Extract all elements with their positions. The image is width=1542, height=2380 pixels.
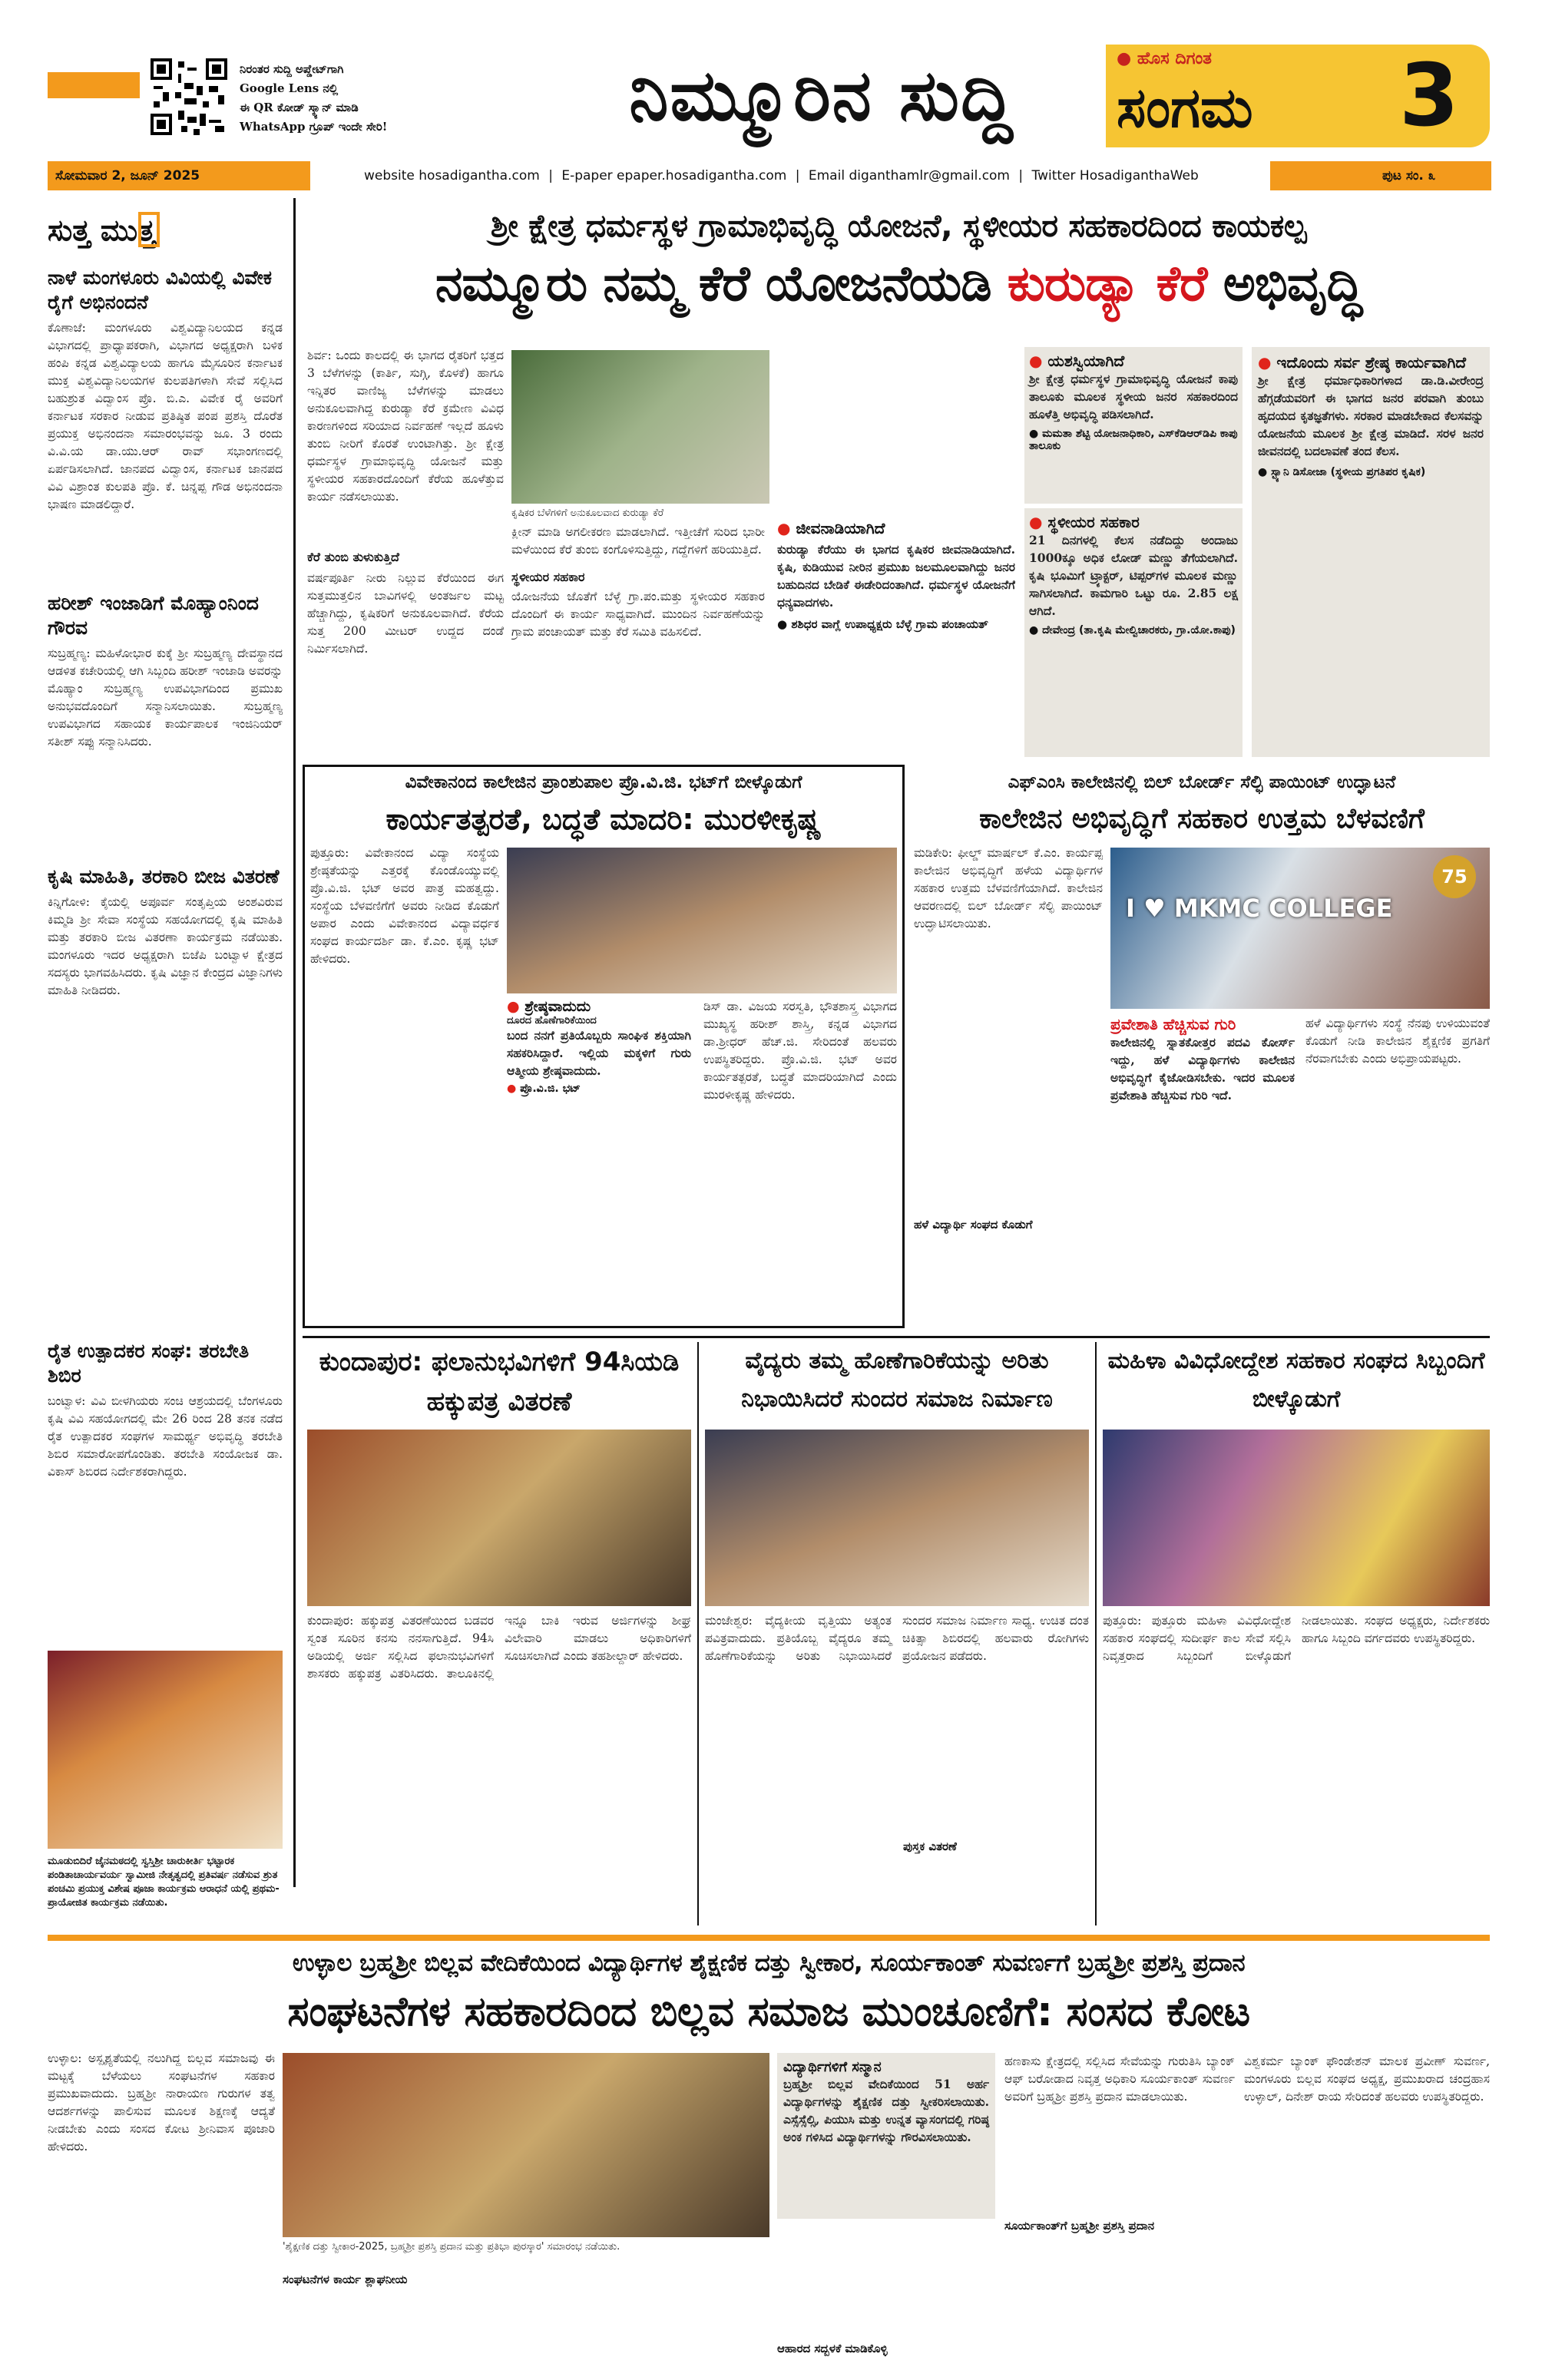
bullet-icon: ● — [1029, 428, 1039, 440]
quote-drop-icon: ● — [1029, 513, 1043, 531]
row3-s2-photo — [705, 1430, 1089, 1606]
brand-small-text: ಹೊಸ ದಿಗಂತ — [1137, 49, 1212, 68]
sidebar-item — [48, 1339, 283, 1654]
date-label: ಸೋಮವಾರ 2, ಜೂನ್ 2025 — [55, 168, 200, 183]
row3-s1-headline: ಕುಂದಾಪುರ: ಫಲಾನುಭವಿಗಳಿಗೆ 94ಸಿಯಡಿ ಹಕ್ಕುಪತ್ರ ವಿತರಣೆ — [319, 1347, 680, 1417]
row3-s2-subhead: ಪುಸ್ತಕ ವಿತರಣೆ — [903, 1840, 957, 1853]
sidebar-item — [48, 266, 283, 626]
story3-subhead: ಹಳೆ ವಿದ್ಯಾರ್ಥಿ ಸಂಘದ ಕೊಡುಗೆ — [914, 1218, 1033, 1231]
masthead-title: ನಿಮ್ಮೂರಿನ ಸುದ್ದಿ — [629, 55, 1014, 137]
sidebar-headline: ರೈತ ಉತ್ಪಾದಕರ ಸಂಘ: ತರಬೇತಿ ಶಿಬಿರ — [48, 1340, 250, 1387]
anniversary-badge: 75 — [1433, 855, 1476, 898]
bottom-subhead-2: ಸೂರ್ಯಕಾಂತ್‌ಗೆ ಬ್ರಹ್ಮಶ್ರೀ ಪ್ರಶಸ್ತಿ ಪ್ರದಾನ — [1004, 2219, 1155, 2233]
bottom-rule — [48, 1935, 1490, 1941]
story3-kicker: ಎಫ್‌ಎಂಸಿ ಕಾಲೇಜಿನಲ್ಲಿ ಬಿಲ್‌ ಬೋರ್ಡ್‌ ಸೆಲ್ಫಿ ಪಾಯಿಂಟ್‌ ಉದ್ಘಾಟನೆ — [1008, 772, 1396, 792]
lead-box4 — [1252, 347, 1490, 757]
sidebar-logo-text: ಸುತ್ತ ಮುತ್ತ — [48, 213, 156, 247]
sidebar-body: ಕೊಣಾಜೆ: ಮಂಗಳೂರು ವಿಶ್ವವಿದ್ಯಾನಿಲಯದ ಕನ್ನಡ ವಿಭಾಗದಲ್ಲಿ ಪ್ರಾಧ್ಯಾಪಕರಾಗಿ, ವಿಭಾಗದ ಅಧ್ಯಕ್ಷರಾಗಿ ಬಳಿಕ ಹಂಪಿ ಕನ್ನಡ ವಿಶ್ವವಿದ್ಯಾಲಯ ಹಾಗೂ ಮೈಸೂರಿನ ಕರ್ನಾಟಕ ಮುಕ್ತ ವಿಶ್ವವಿದ್ಯಾನಿಲಯಗಳ ಕುಲಪತಿಗಳಾಗಿ ಸೇವೆ ಸಲ್ಲಿಸಿದ ಬಹುಶ್ರುತ ವಿದ್ವಾಂಸ ಪ್ರೊ. ಬಿ.ಎ. ವಿವೇಕ ರೈ ಅವರಿಗೆ ಕರ್ನಾಟಕ ಸರಕಾರ ನೀಡುವ ಪ್ರತಿಷ್ಠಿತ ಪಂಪ ಪ್ರಶಸ್ತಿ ದೊರೆತ ಪ್ರಯುಕ್ತ ಅಭಿನಂದನಾ ಸಮಾರಂಭವನ್ನು ಜೂ. 3 ರಂದು ವಿ.ವಿ.ಯ ಡಾ.ಯು.ಆರ್ ರಾವ್ ಸಭಾಂಗಣದಲ್ಲಿ ಏರ್ಪಡಿಸಲಾಗಿದೆ. ಜಾನಪದ ವಿದ್ವಾಂಸ, ಕರ್ನಾಟಕ ಜಾನಪದ ವಿವಿ ವಿಶ್ರಾಂತ ಕುಲಪತಿ ಪ್ರೊ. ಕೆ. ಚಿನ್ನಪ್ಪ ಗೌಡ ಅಭಿನಂದನಾ ಭಾಷಣ ಮಾಡಲಿದ್ದಾರೆ. — [48, 321, 283, 511]
story2-quote-body: ಬಂದ ನನಗೆ ಪ್ರತಿಯೊಬ್ಬರು ಸಾಂಘಿಕ ಶಕ್ತಿಯಾಗಿ ಸಹಕರಿಸಿದ್ದಾರೆ. ಇಲ್ಲಿಯ ಮಕ್ಕಳಿಗೆ ಗುರು ಆತ್ಮೀಯ ಶ್ರೇಷ್ಠವಾದುದು. — [507, 1028, 691, 1078]
lead-box4-body: ಶ್ರೀ ಕ್ಷೇತ್ರ ಧರ್ಮಾಧಿಕಾರಿಗಳಾದ ಡಾ.ಡಿ.ವೀರೇಂದ್ರ ಹೆಗ್ಗಡೆಯವರಿಗೆ ಈ ಭಾಗದ ಜನರ ಪರವಾಗಿ ತುಂಬು ಹೃದಯದ ಕೃತಜ್ಞತೆಗಳು. ಸರಕಾರ ಮಾಡಬೇಕಾದ ಕೆಲಸವನ್ನು ಯೋಜನೆಯ ಮೂಲಕ ಶ್ರೀ ಕ್ಷೇತ್ರ ಮಾಡಿದೆ. ಸರಳ ಜನರ ಜೀವನದಲ್ಲಿ ಬದಲಾವಣೆ ತಂದ ಕೆಲಸ. — [1258, 373, 1484, 458]
qr-note-line4: WhatsApp ಗ್ರೂಪ್ ಇಂದೇ ಸೇರಿ! — [240, 120, 388, 134]
bottom-box-body: ಬ್ರಹ್ಮಶ್ರೀ ಬಿಲ್ಲವ ವೇದಿಕೆಯಿಂದ 51 ಅರ್ಹ ವಿದ್ಯಾರ್ಥಿಗಳನ್ನು ಶೈಕ್ಷಣಿಕ ದತ್ತು ಸ್ವೀಕರಿಸಲಾಯಿತು. ಎಸ್ಸೆಸ್ಸೆಲ್ಸಿ, ಪಿಯುಸಿ ಮತ್ತು ಉನ್ನತ ವ್ಯಾಸಂಗದಲ್ಲಿ ಗರಿಷ್ಠ ಅಂಕ ಗಳಿಸಿದ ವಿದ್ಯಾರ್ಥಿಗಳನ್ನು ಗೌರವಿಸಲಾಯಿತು. — [783, 2077, 989, 2144]
lead-box3-body: 21 ದಿನಗಳಲ್ಲಿ ಕೆಲಸ ನಡೆದಿದ್ದು ಅಂದಾಜು 1000ಕ್ಕೂ ಅಧಿಕ ಲೋಡ್ ಮಣ್ಣು ತೆಗೆಯಲಾಗಿದೆ. ಕೃಷಿ ಭೂಮಿಗೆ ಟ್ರ್ಯಾಕ್ಟರ್, ಟಿಪ್ಪರ್‌ಗಳ ಮೂಲಕ ಮಣ್ಣು ಸಾಗಿಸಲಾಗಿದೆ. ಕಾಮಗಾರಿ ಒಟ್ಟು ರೂ. 2.85 ಲಕ್ಷ ಆಗಿದೆ. — [1029, 533, 1238, 618]
row3-divider — [1095, 1342, 1097, 1925]
header-orange-bar — [48, 72, 140, 98]
lead-box4-title — [1258, 353, 1484, 372]
quote-drop-icon: ● — [1258, 353, 1272, 372]
sidebar-body: ಕಿನ್ನಿಗೋಳಿ: ಕೈಯಲ್ಲಿ ಅಪೂರ್ವ ಸಂತೃಪ್ತಿಯ ಅಂಶವಿರುವ ಕಿಮ್ಮಡಿ ಶ್ರೀ ಸೇವಾ ಸಂಸ್ಥೆಯ ಸಹಯೋಗದಲ್ಲಿ ಕೃಷಿ ಮಾಹಿತಿ ಮತ್ತು ತರಕಾರಿ ಬೀಜ ವಿತರಣಾ ಕಾರ್ಯಕ್ರಮ ನಡೆಯಿತು. ಮಂಗಳೂರು ಇದರ ಅಧ್ಯಕ್ಷರಾಗಿ ಬಿಜೆಪಿ ಬಂಟ್ವಾಳ ಕ್ಷೇತ್ರದ ಸದಸ್ಯರು ಭಾಗವಹಿಸಿದರು. ಕೃಷಿ ವಿಜ್ಞಾನ ಕೇಂದ್ರದ ವಿಜ್ಞಾನಿಗಳು ಮಾಹಿತಿ ನೀಡಿದರು. — [48, 895, 283, 997]
bottom-kicker: ಉಳ್ಳಾಲ ಬ್ರಹ್ಮಶ್ರೀ ಬಿಲ್ಲವ ವೇದಿಕೆಯಿಂದ ವಿದ್ಯಾರ್ಥಿಗಳ ಶೈಕ್ಷಣಿಕ ದತ್ತು ಸ್ವೀಕಾರ, ಸೂರ್ಯಕಾಂತ್ ಸುವರ್ಣಗೆ ಬ್ರಹ್ಮಶ್ರೀ ಪ್ರಶಸ್ತಿ ಪ್ರದಾನ — [292, 1949, 1246, 1977]
lead-box1-title-text: ಜೀವನಾಡಿಯಾಗಿದೆ — [796, 519, 885, 537]
lead-subhead: ಕೆರೆ ತುಂಬಿ ತುಳುಕುತ್ತಿದೆ — [307, 550, 399, 564]
story2-quote-title-text: ಶ್ರೇಷ್ಠವಾದುದು — [524, 998, 591, 1015]
quote-drop-icon: ● — [1029, 352, 1043, 370]
door-icon — [138, 212, 160, 247]
lead-body-1: ಶಿರ್ವ: ಒಂದು ಕಾಲದಲ್ಲಿ ಈ ಭಾಗದ ರೈತರಿಗೆ ಭತ್ತದ 3 ಬೆಳೆಗಳನ್ನು (ಕಾರ್ತಿ, ಸುಗ್ಗಿ, ಕೊಳಕೆ) ಹಾಗೂ ಇನ್ನಿತರ ವಾಣಿಜ್ಯ ಬೆಳೆಗಳನ್ನು ಮಾಡಲು ಅನುಕೂಲವಾಗಿದ್ದ ಕುರುಡ್ಯಾ ಕೆರೆ ಕ್ರಮೇಣ ವಿವಿಧ ಕಾರಣಗಳಿಂದ ಸರಿಯಾದ ನಿರ್ವಹಣೆ ಇಲ್ಲದೆ ಹೂಳು ತುಂಬಿ ನೀರಿಗೆ ಕೊರತೆ ಉಂಟಾಗಿತ್ತು. ಶ್ರೀ ಕ್ಷೇತ್ರ ಧರ್ಮಸ್ಥಳ ಗ್ರಾಮಾಭಿವೃದ್ಧಿ ಯೋಜನೆ ಮತ್ತು ಸ್ಥಳೀಯರ ಸಹಕಾರದೊಂದಿಗೆ ಕೆರೆಯ ಹೂಳೆತ್ತುವ ಕಾರ್ಯ ನಡೆಸಲಾಯಿತು. — [307, 349, 504, 504]
row3-rule — [303, 1336, 1490, 1338]
website-link[interactable]: website hosadigantha.com — [364, 168, 540, 183]
story2-photo — [507, 848, 897, 993]
lead-box3 — [1024, 508, 1243, 757]
bottom-photo-caption: 'ಶೈಕ್ಷಣಿಕ ದತ್ತು ಸ್ವೀಕಾರ-2025, ಬ್ರಹ್ಮಶ್ರೀ ಪ್ರಶಸ್ತಿ ಪ್ರದಾನ ಮತ್ತು ಪ್ರತಿಭಾ ಪುರಸ್ಕಾರ' ಸಮಾರಂಭ ನಡೆಯಿತು. — [283, 2241, 620, 2253]
sidebar-item — [48, 864, 283, 1297]
story3-pull-title: ಪ್ರವೇಶಾತಿ ಹೆಚ್ಚಿಸುವ ಗುರಿ — [1110, 1015, 1236, 1033]
row3-s1-photo — [307, 1430, 691, 1606]
row3-s1-body: ಕುಂದಾಪುರ: ಹಕ್ಕುಪತ್ರ ವಿತರಣೆಯಿಂದ ಬಡವರ ಸ್ವಂತ ಸೂರಿನ ಕನಸು ನನಸಾಗುತ್ತಿದೆ. 94ಸಿ ಅಡಿಯಲ್ಲಿ ಅರ್ಜಿ ಸಲ್ಲಿಸಿದ ಫಲಾನುಭವಿಗಳಿಗೆ ಶಾಸಕರು ಹಕ್ಕುಪತ್ರ ವಿತರಿಸಿದರು. ತಾಲೂಕಿನಲ್ಲಿ ಇನ್ನೂ ಬಾಕಿ ಇರುವ ಅರ್ಜಿಗಳನ್ನು ಶೀಘ್ರ ವಿಲೇವಾರಿ ಮಾಡಲು ಅಧಿಕಾರಿಗಳಿಗೆ ಸೂಚಿಸಲಾಗಿದೆ ಎಂದು ತಹಶೀಲ್ದಾರ್ ಹೇಳಿದರು. — [307, 1614, 691, 1681]
sidebar-body: ಬಂಟ್ವಾಳ: ವಿವಿ ಬೀಳಗಿಯರು ಸಂಚಿ ಆಶ್ರಯದಲ್ಲಿ ಬೆಂಗಳೂರು ಕೃಷಿ ವಿವಿ ಸಹಯೋಗದಲ್ಲಿ ಮೇ 26 ರಿಂದ 28 ತನಕ ನಡೆದ ರೈತ ಉತ್ಪಾದಕರ ಸಂಘಗಳ ಸಾಮರ್ಥ್ಯ ಅಭಿವೃದ್ಧಿ ತರಬೇತಿ ಶಿಬಿರ ಸಮಾರೋಪಗೊಂಡಿತು. ತರಬೇತಿ ಸಂಯೋಜಕ ಡಾ. ವಿಕಾಸ್ ಶಿಬಿರದ ನಿರ್ದೇಶಕರಾಗಿದ್ದರು. — [48, 1394, 283, 1479]
qr-note-line1: ನಿರಂತರ ಸುದ್ದಿ ಅಪ್ಡೇಟ್‌ಗಾಗಿ — [240, 62, 344, 76]
edition-label: ಪುಟ ಸಂ. ೩ — [1382, 168, 1436, 183]
row3-s3-headline: ಮಹಿಳಾ ವಿವಿಧೋದ್ದೇಶ ಸಹಕಾರ ಸಂಘದ ಸಿಬ್ಬಂದಿಗೆ ಬೀಳ್ಕೊಡುಗೆ — [1107, 1347, 1485, 1413]
sidebar-headline: ಹರೀಶ್ ಇಂಜಾಡಿಗೆ ಮೊಹ್ಯಾಂನಿಂದ ಗೌರವ — [48, 592, 259, 639]
sidebar-headline: ನಾಳೆ ಮಂಗಳೂರು ವಿವಿಯಲ್ಲಿ ವಿವೇಕ ರೈಗೆ ಅಭಿನಂದನೆ — [48, 266, 273, 313]
bottom-body-2: ಹಣಕಾಸು ಕ್ಷೇತ್ರದಲ್ಲಿ ಸಲ್ಲಿಸಿದ ಸೇವೆಯನ್ನು ಗುರುತಿಸಿ ಬ್ಯಾಂಕ್ ಆಫ್ ಬರೋಡಾದ ನಿವೃತ್ತ ಅಧಿಕಾರಿ ಸೂರ್ಯಕಾಂತ್ ಸುವರ್ಣ ಅವರಿಗೆ ಬ್ರಹ್ಮಶ್ರೀ ಪ್ರಶಸ್ತಿ ಪ್ರದಾನ ಮಾಡಲಾಯಿತು. — [1004, 2054, 1235, 2104]
qr-code-icon — [151, 58, 227, 135]
row3-s3-body: ಪುತ್ತೂರು: ಪುತ್ತೂರು ಮಹಿಳಾ ವಿವಿಧೋದ್ದೇಶ ಸಹಕಾರ ಸಂಘದಲ್ಲಿ ಸುದೀರ್ಘ ಕಾಲ ಸೇವೆ ಸಲ್ಲಿಸಿ ನಿವೃತ್ತರಾದ ಸಿಬ್ಬಂದಿಗೆ ಬೀಳ್ಕೊಡುಗೆ ನೀಡಲಾಯಿತು. ಸಂಘದ ಅಧ್ಯಕ್ಷರು, ನಿರ್ದೇಶಕರು ಹಾಗೂ ಸಿಬ್ಬಂದಿ ವರ್ಗದವರು ಉಪಸ್ಥಿತರಿದ್ದರು. — [1103, 1614, 1490, 1663]
lead-box2-body: ಶ್ರೀ ಕ್ಷೇತ್ರ ಧರ್ಮಸ್ಥಳ ಗ್ರಾಮಾಭಿವೃದ್ಧಿ ಯೋಜನೆ ಕಾಪು ತಾಲೂಕು ಮೂಲಕ ಸ್ಥಳೀಯ ಜನರ ಸಹಕಾರದಿಂದ ಹೂಳೆತ್ತಿ ಅಭಿವೃದ್ಧಿ ಪಡಿಸಲಾಗಿದೆ. — [1029, 372, 1238, 421]
lead-headline-part2: ಅಭಿವೃದ್ಧಿ — [1206, 256, 1362, 312]
lead-box1-body: ಕುರುಡ್ಯಾ ಕೆರೆಯು ಈ ಭಾಗದ ಕೃಷಿಕರ ಜೀವನಾಡಿಯಾಗಿದೆ. ಕೃಷಿ, ಕುಡಿಯುವ ನೀರಿನ ಪ್ರಮುಖ ಜಲಮೂಲವಾಗಿದ್ದು ಜನರ ಬಹುದಿನದ ಬೇಡಿಕೆ ಈಡೇರಿದಂತಾಗಿದೆ. ಧರ್ಮಸ್ಥಳ ಯೋಜನೆಗೆ ಧನ್ಯವಾದಗಳು. — [777, 542, 1015, 610]
bullet-icon: ● — [1029, 624, 1039, 636]
lead-box2-title — [1029, 352, 1238, 370]
row3-s3-photo — [1103, 1430, 1490, 1606]
lead-box3-title-text: ಸ್ಥಳೀಯರ ಸಹಕಾರ — [1047, 513, 1140, 531]
sidebar-logo — [48, 206, 278, 255]
story3-photo-text: I ♥ MKMC COLLEGE — [1126, 894, 1393, 923]
section-badge — [1106, 45, 1490, 147]
row3-s2-headline: ವೈದ್ಯರು ತಮ್ಮ ಹೊಣೆಗಾರಿಕೆಯನ್ನು ಅರಿತು ನಿಭಾಯಿಸಿದರೆ ಸುಂದರ ಸಮಾಜ ನಿರ್ಮಾಣ — [741, 1347, 1053, 1413]
lead-box1-sign-text: ಶಶಿಧರ ವಾಗ್ಲೆ ಉಪಾಧ್ಯಕ್ಷರು ಬೆಳ್ಳೆ ಗ್ರಾಮ ಪಂಚಾಯತ್ — [791, 617, 988, 631]
bottom-subhead: ಸಂಘಟನೆಗಳ ಕಾರ್ಯ ಶ್ಲಾಘನೀಯ — [283, 2273, 408, 2286]
bottom-body-1: ಉಳ್ಳಾಲ: ಅಸ್ಪೃಶ್ಯತೆಯಲ್ಲಿ ನಲುಗಿದ್ದ ಬಿಲ್ಲವ ಸಮಾಜವು ಈ ಮಟ್ಟಕ್ಕೆ ಬೆಳೆಯಲು ಸಂಘಟನೆಗಳ ಸಹಕಾರ ಪ್ರಮುಖವಾದುದು. ಬ್ರಹ್ಮಶ್ರೀ ನಾರಾಯಣ ಗುರುಗಳ ತತ್ವ ಆದರ್ಶಗಳನ್ನು ಪಾಲಿಸುವ ಮೂಲಕ ಶಿಕ್ಷಣಕ್ಕೆ ಆದ್ಯತೆ ನೀಡಬೇಕು ಎಂದು ಸಂಸದ ಕೋಟ ಶ್ರೀನಿವಾಸ ಪೂಜಾರಿ ಹೇಳಿದರು. — [48, 2051, 275, 2154]
twitter-link[interactable]: Twitter HosadiganthaWeb — [1031, 168, 1199, 183]
lead-box1-title — [777, 519, 1015, 537]
story2-kicker: ವಿವೇಕಾನಂದ ಕಾಲೇಜಿನ ಪ್ರಾಂಶುಪಾಲ ಪ್ರೊ.ವಿ.ಜಿ. ಭಟ್‌ಗೆ ಬೀಳ್ಕೊಡುಗೆ — [405, 772, 802, 792]
lead-body-3: ಕ್ಲೀನ್ ಮಾಡಿ ಅಗಲೀಕರಣ ಮಾಡಲಾಗಿದೆ. ಇತ್ತೀಚೆಗೆ ಸುರಿದ ಭಾರೀ ಮಳೆಯಿಂದ ಕೆರೆ ತುಂಬಿ ಕಂಗೊಳಿಸುತ್ತಿದ್ದು, ಗದ್ದೆಗಳಿಗೆ ಹರಿಯುತ್ತಿದೆ. — [511, 525, 765, 557]
lead-box3-title — [1029, 513, 1238, 531]
story2-quote-title — [507, 998, 691, 1015]
bullet-icon: ● — [1258, 466, 1268, 478]
sidebar-headline: ಕೃಷಿ ಮಾಹಿತಿ, ತರಕಾರಿ ಬೀಜ ವಿತರಣೆ — [48, 865, 280, 888]
lead-photo-caption: ಕೃಷಿಕರ ಬೆಳೆಗಳಿಗೆ ಅನುಕೂಲವಾದ ಕುರುಡ್ಯಾ ಕೆರೆ — [511, 507, 664, 519]
qr-note-line2: Google Lens ನಲ್ಲಿ — [240, 81, 339, 95]
lead-box3-sign — [1029, 624, 1238, 636]
sidebar-photo — [48, 1651, 283, 1849]
lead-body-2: ವರ್ಷಪೂರ್ತಿ ನೀರು ನಿಲ್ಲುವ ಕೆರೆಯಿಂದ ಈಗ ಸುತ್ತಮುತ್ತಲಿನ ಬಾವಿಗಳಲ್ಲಿ ಅಂತರ್ಜಲ ಮಟ್ಟ ಹೆಚ್ಚಾಗಿದ್ದು, ಕೃಷಿಕರಿಗೆ ಅನುಕೂಲವಾಗಿದೆ. ಕೆರೆಯ ಸುತ್ತ 200 ಮೀಟರ್ ಉದ್ದದ ದಂಡೆ ನಿರ್ಮಿಸಲಾಗಿದೆ. — [307, 571, 504, 656]
divider: | — [1018, 168, 1024, 183]
lead-headline-accent: ಕುರುಡ್ಯಾ ಕೆರೆ — [1007, 256, 1207, 312]
divider: | — [795, 168, 800, 183]
story2-quote-sign — [507, 1083, 691, 1095]
lead-box2-title-text: ಯಶಸ್ವಿಯಾಗಿದೆ — [1047, 352, 1125, 370]
story3-body-2: ಹಳೆ ವಿದ್ಯಾರ್ಥಿಗಳು ಸಂಸ್ಥೆ ನೆನಪು ಉಳಿಯುವಂತೆ ಕೊಡುಗೆ ನೀಡಿ ಕಾಲೇಜಿನ ಶೈಕ್ಷಣಿಕ ಪ್ರಗತಿಗೆ ನೆರವಾಗಬೇಕು ಎಂದು ಅಭಿಪ್ರಾಯಪಟ್ಟರು. — [1305, 1016, 1490, 1066]
story2-quote — [507, 998, 691, 1144]
story3-pull — [1110, 1015, 1295, 1169]
sidebar-divider — [293, 198, 296, 1887]
lead-box2 — [1024, 347, 1243, 504]
bottom-body-3: ವಿಶ್ವಕರ್ಮ ಬ್ಯಾಂಕ್ ಫೌಂಡೇಶನ್ ಮಾಲಕ ಪ್ರವೀಣ್ ಸುವರ್ಣ, ಮಂಗಳೂರು ಬಿಲ್ಲವ ಸಂಘದ ಅಧ್ಯಕ್ಷ, ಪ್ರಮುಖರಾದ ಚಂದ್ರಹಾಸ ಉಳ್ಳಾಲ್, ದಿನೇಶ್ ರಾಯ ಸೇರಿದಂತೆ ಹಲವರು ಉಪಸ್ಥಿತರಿದ್ದರು. — [1244, 2054, 1490, 2104]
story3-photo — [1110, 848, 1490, 1009]
lead-box3-sign-text: ದೇವೇಂದ್ರ (ತಾ.ಕೃಷಿ ಮೇಲ್ವಿಚಾರಕರು, ಗ್ರಾ.ಯೋ.ಕಾಪು) — [1042, 624, 1236, 636]
lead-box4-sign — [1258, 466, 1484, 478]
row3-divider — [697, 1342, 699, 1925]
bottom-box-title: ವಿದ್ಯಾರ್ಥಿಗಳಿಗೆ ಸನ್ಮಾನ — [783, 2059, 882, 2075]
brand-dot-icon: ● — [1117, 49, 1132, 68]
brand-small — [1117, 49, 1212, 68]
bottom-box — [777, 2053, 995, 2219]
row3-s2-body: ಮಂಜೇಶ್ವರ: ವೈದ್ಯಕೀಯ ವೃತ್ತಿಯು ಅತ್ಯಂತ ಪವಿತ್ರವಾದುದು. ಪ್ರತಿಯೊಬ್ಬ ವೈದ್ಯರೂ ತಮ್ಮ ಹೊಣೆಗಾರಿಕೆಯನ್ನು ಅರಿತು ನಿಭಾಯಿಸಿದರೆ ಸುಂದರ ಸಮಾಜ ನಿರ್ಮಾಣ ಸಾಧ್ಯ. ಉಚಿತ ದಂತ ಚಿಕಿತ್ಸಾ ಶಿಬಿರದಲ್ಲಿ ಹಲವಾರು ರೋಗಿಗಳು ಪ್ರಯೋಜನ ಪಡೆದರು. — [705, 1614, 1089, 1663]
story2-quote-sign-text: ಪ್ರೊ.ವಿ.ಜಿ. ಭಟ್ — [520, 1083, 581, 1095]
story3-headline: ಕಾಲೇಜಿನ ಅಭಿವೃದ್ಧಿಗೆ ಸಹಕಾರ ಉತ್ತಮ ಬೆಳವಣಿಗೆ — [979, 803, 1425, 835]
story3-pull-body: ಕಾಲೇಜಿನಲ್ಲಿ ಸ್ನಾತಕೋತ್ತರ ಪದವಿ ಕೋರ್ಸ್‌ ಇದ್ದು, ಹಳೆ ವಿದ್ಯಾರ್ಥಿಗಳು ಕಾಲೇಜಿನ ಅಭಿವೃದ್ಧಿಗೆ ಕೈಜೋಡಿಸಬೇಕು. ಇದರ ಮೂಲಕ ಪ್ರವೇಶಾತಿ ಹೆಚ್ಚಿಸುವ ಗುರಿ ಇದೆ. — [1110, 1035, 1295, 1102]
bottom-photo — [283, 2053, 769, 2237]
bottom-headline: ಸಂಘಟನೆಗಳ ಸಹಕಾರದಿಂದ ಬಿಲ್ಲವ ಸಮಾಜ ಮುಂಚೂಣಿಗೆ: ಸಂಸದ ಕೋಟ — [287, 1988, 1250, 2035]
sidebar-body: ಸುಬ್ರಹ್ಮಣ್ಯ: ಮಹಿಳೋಭಾರ ಕುಕ್ಕೆ ಶ್ರೀ ಸುಬ್ರಹ್ಮಣ್ಯ ದೇವಸ್ಥಾನದ ಆಡಳಿತ ಕಚೇರಿಯಲ್ಲಿ ಆಗಿ ಸಿಬ್ಬಂದಿ ಹರೀಶ್ ಇಂಜಾಡಿ ಅವರನ್ನು ಮೊಹ್ಯಾಂ ಸುಬ್ರಹ್ಮಣ್ಯ ಉಪವಿಭಾಗದಿಂದ ಪ್ರಮುಖ ಅನುಭವದೊಂದಿಗೆ ಸನ್ಮಾನಿಸಲಾಯಿತು. ಸುಬ್ರಹ್ಮಣ್ಯ ಉಪವಿಭಾಗದ ಸಹಾಯಕ ಕಾರ್ಯಪಾಲಕ ಇಂಜಿನಿಯರ್ ಸತೀಶ್ ಸಪ್ಪು ಸನ್ಮಾನಿಸಿದರು. — [48, 646, 283, 749]
lead-box2-sign — [1029, 428, 1238, 452]
lead-body-4: ಯೋಜನೆಯ ಜೊತೆಗೆ ಬೆಳ್ಳೆ ಗ್ರಾ.ಪಂ.ಮತ್ತು ಸ್ಥಳೀಯರ ಸಹಕಾರ ದೊಂದಿಗೆ ಈ ಕಾರ್ಯ ಸಾಧ್ಯವಾಗಿದೆ. ಮುಂದಿನ ನಿರ್ವಹಣೆಯನ್ನು ಗ್ರಾಮ ಪಂಚಾಯತ್ ಮತ್ತು ಕೆರೆ ಸಮಿತಿ ವಹಿಸಲಿದೆ. — [511, 590, 765, 639]
lead-box1-sign — [777, 617, 1015, 631]
story2-body-1: ಪುತ್ತೂರು: ವಿವೇಕಾನಂದ ವಿದ್ಯಾ ಸಂಸ್ಥೆಯ ಶ್ರೇಷ್ಠತೆಯನ್ನು ಎತ್ತರಕ್ಕೆ ಕೊಂಡೊಯ್ಯುವಲ್ಲಿ ಪ್ರೊ.ವಿ.ಜಿ. ಭಟ್ ಅವರ ಪಾತ್ರ ಮಹತ್ವದ್ದು. ಸಂಸ್ಥೆಯ ಬೆಳವಣಿಗೆಗೆ ಅವರು ನೀಡಿದ ಕೊಡುಗೆ ಅಪಾರ ಎಂದು ವಿವೇಕಾನಂದ ವಿದ್ಯಾವರ್ಧಕ ಸಂಘದ ಕಾರ್ಯದರ್ಶಿ ಡಾ. ಕೆ.ಎಂ. ಕೃಷ್ಣ ಭಟ್ ಹೇಳಿದರು. — [310, 846, 499, 966]
lead-box4-sign-text: ಸ್ಟ್ಯಾನಿ ಡಿಸೋಜಾ (ಸ್ಥಳೀಯ ಪ್ರಗತಿಪರ ಕೃಷಿಕ) — [1271, 466, 1426, 478]
story2-body-2: ಡಿಸ್ ಡಾ. ವಿಜಯ ಸರಸ್ವತಿ, ಭೌತಶಾಸ್ತ್ರ ವಿಭಾಗದ ಮುಖ್ಯಸ್ಥ ಹರೀಶ್ ಶಾಸ್ತ್ರಿ, ಕನ್ನಡ ವಿಭಾಗದ ಡಾ.ಶ್ರೀಧರ್ ಹೆಚ್.ಜಿ. ಸೇರಿದಂತೆ ಹಲವರು ಉಪಸ್ಥಿತರಿದ್ದರು. ಪ್ರೊ.ವಿ.ಜಿ. ಭಟ್ ಅವರ ಕಾರ್ಯತತ್ಪರತೆ, ಬದ್ಧತೆ ಮಾದರಿಯಾಗಿದೆ ಎಂದು ಮುರಳೀಕೃಷ್ಣ ಹೇಳಿದರು. — [703, 1000, 897, 1102]
lead-kicker: ಶ್ರೀ ಕ್ಷೇತ್ರ ಧರ್ಮಸ್ಥಳ ಗ್ರಾಮಾಭಿವೃದ್ಧಿ ಯೋಜನೆ, ಸ್ಥಳೀಯರ ಸಹಕಾರದಿಂದ ಕಾಯಕಲ್ಪ — [490, 207, 1307, 244]
lead-subhead: ಸ್ಥಳೀಯರ ಸಹಕಾರ — [511, 570, 585, 584]
lead-headline — [307, 250, 1490, 318]
email-link[interactable]: Email diganthamlr@gmail.com — [808, 168, 1010, 183]
bullet-icon: ● — [777, 617, 788, 631]
story2-headline: ಕಾರ್ಯತತ್ಪರತೆ, ಬದ್ಧತೆ ಮಾದರಿ: ಮುರಳೀಕೃಷ್ಣ — [386, 802, 822, 836]
page-number: 3 — [1399, 46, 1459, 146]
quote-drop-icon: ● — [777, 519, 791, 537]
bullet-icon: ● — [507, 1083, 517, 1095]
sidebar-photo-caption: ಮೂಡುಬಿದಿರೆ ಜೈನಮಠದಲ್ಲಿ ಸ್ವಸ್ತಿಶ್ರೀ ಚಾರುಕೀರ್ತಿ ಭಟ್ಟಾರಕ ಪಂಡಿತಾಚಾರ್ಯವರ್ಯ ಸ್ವಾಮೀಜಿ ನೇತೃತ್ವದಲ್ಲಿ ಪ್ರತಿವರ್ಷ ನಡೆಸುವ ಶ್ರುತ ಪಂಚಮಿ ಪ್ರಯುಕ್ತ ವಿಶೇಷ ಪೂಜಾ ಕಾರ್ಯಕ್ರಮ ಆರಾಧನೆ ಯಲ್ಲಿ ಪ್ರಥಮ-ಪ್ರಾಯೋಜಿತ ಕಾರ್ಯಕ್ರಮ ನಡೆಯಿತು. — [48, 1856, 280, 1909]
quote-drop-icon: ● — [507, 998, 520, 1015]
contact-strip — [310, 161, 1270, 190]
divider: | — [548, 168, 553, 183]
lead-photo — [511, 350, 769, 504]
section-name: ಸಂಗಮ — [1117, 75, 1253, 140]
story2-quote-sub: ದೂರದ ಹೊಣೆಗಾರಿಕೆಯಿಂದ — [507, 1015, 597, 1026]
qr-instructions — [240, 60, 493, 137]
lead-box2-sign-text: ಮಮತಾ ಶೆಟ್ಟಿ ಯೋಜನಾಧಿಕಾರಿ, ಎಸ್‌ಕೆಡಿಆರ್‌ಡಿಪಿ ಕಾಪು ತಾಲೂಕು — [1029, 428, 1238, 452]
qr-code[interactable] — [151, 58, 227, 135]
story3-body-1: ಮಡಿಕೇರಿ: ಫೀಲ್ಡ್ ಮಾರ್ಷಲ್ ಕೆ.ಎಂ. ಕಾರ್ಯಪ್ಪ ಕಾಲೇಜಿನ ಅಭಿವೃದ್ಧಿಗೆ ಹಳೆಯ ವಿದ್ಯಾರ್ಥಿಗಳ ಸಹಕಾರ ಉತ್ತಮ ಬೆಳವಣಿಗೆಯಾಗಿದೆ. ಕಾಲೇಜಿನ ಆವರಣದಲ್ಲಿ ಬಿಲ್ ಬೋರ್ಡ್ ಸೆಲ್ಫಿ ಪಾಯಿಂಟ್ ಉದ್ಘಾಟಿಸಲಾಯಿತು. — [914, 846, 1103, 931]
lead-headline-part1: ನಮ್ಮೂರು ನಮ್ಮ ಕೆರೆ ಯೋಜನೆಯಡಿ — [435, 256, 1008, 312]
bottom-subhead-3: ಆಹಾರದ ಸದ್ಬಳಕೆ ಮಾಡಿಕೊಳ್ಳಿ — [777, 2342, 888, 2355]
lead-box1 — [777, 519, 1015, 757]
sidebar-item — [48, 591, 283, 860]
epaper-link[interactable]: E-paper epaper.hosadigantha.com — [561, 168, 787, 183]
qr-note-line3: ಈ QR ಕೋಡ್ ಸ್ಕ್ಯಾನ್ ಮಾಡಿ — [240, 101, 359, 114]
lead-box4-title-text: ಇದೊಂದು ಸರ್ವ ಶ್ರೇಷ್ಠ ಕಾರ್ಯವಾಗಿದೆ — [1276, 353, 1467, 372]
